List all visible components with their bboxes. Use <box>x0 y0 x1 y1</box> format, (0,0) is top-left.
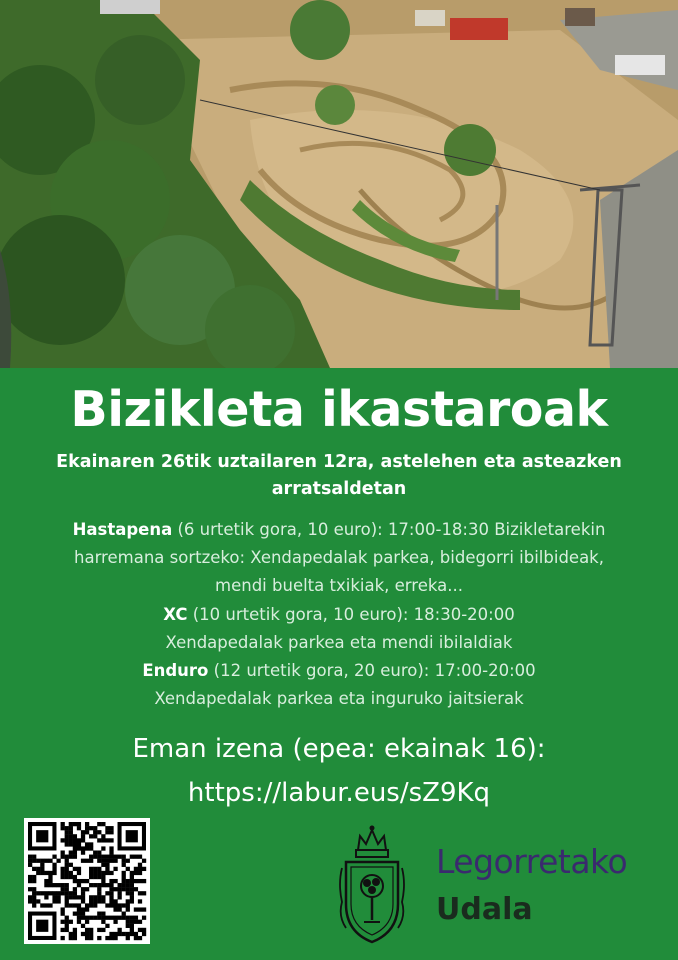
course-details: (10 urtetik gora, 10 euro): 18:30-20:00 <box>187 604 515 624</box>
course-description: mendi buelta txikiak, erreka... <box>215 576 463 596</box>
course-name: Enduro <box>142 661 209 681</box>
page-title: Bizikleta ikastaroak <box>70 381 608 438</box>
course-dates: Ekainaren 26tik uztailaren 12ra, astelehen eta asteazken arratsaldetan <box>56 452 622 499</box>
course-list <box>20 516 658 713</box>
qr-code[interactable] <box>24 818 150 944</box>
bike-park-aerial-photo <box>0 0 678 368</box>
course-hastapena <box>20 516 658 544</box>
registration-info <box>0 727 678 815</box>
course-details: (6 urtetik gora, 10 euro): 17:00-18:30 Bizikletarekin <box>172 520 606 539</box>
course-description: Xendapedalak parkea eta inguruko jaitsierak <box>154 689 524 709</box>
organization-name: Legorretako <box>436 842 628 881</box>
course-name: Hastapena <box>72 520 173 539</box>
organization-type: Udala <box>436 892 533 927</box>
course-description: Xendapedalak parkea eta mendi ibilaldiak <box>165 632 513 652</box>
registration-deadline: Eman izena (epea: ekainak 16): <box>132 734 546 764</box>
course-name: XC <box>163 604 188 624</box>
course-enduro <box>20 657 658 685</box>
course-details: (12 urtetik gora, 20 euro): 17:00-20:00 <box>208 661 536 681</box>
registration-link[interactable]: https://labur.eus/sZ9Kq <box>187 778 491 808</box>
course-description: harremana sortzeko: Xendapedalak parkea, bidegorri ibilbideak, <box>74 548 604 568</box>
course-xc <box>20 601 658 629</box>
municipal-crest-logo <box>336 824 408 948</box>
